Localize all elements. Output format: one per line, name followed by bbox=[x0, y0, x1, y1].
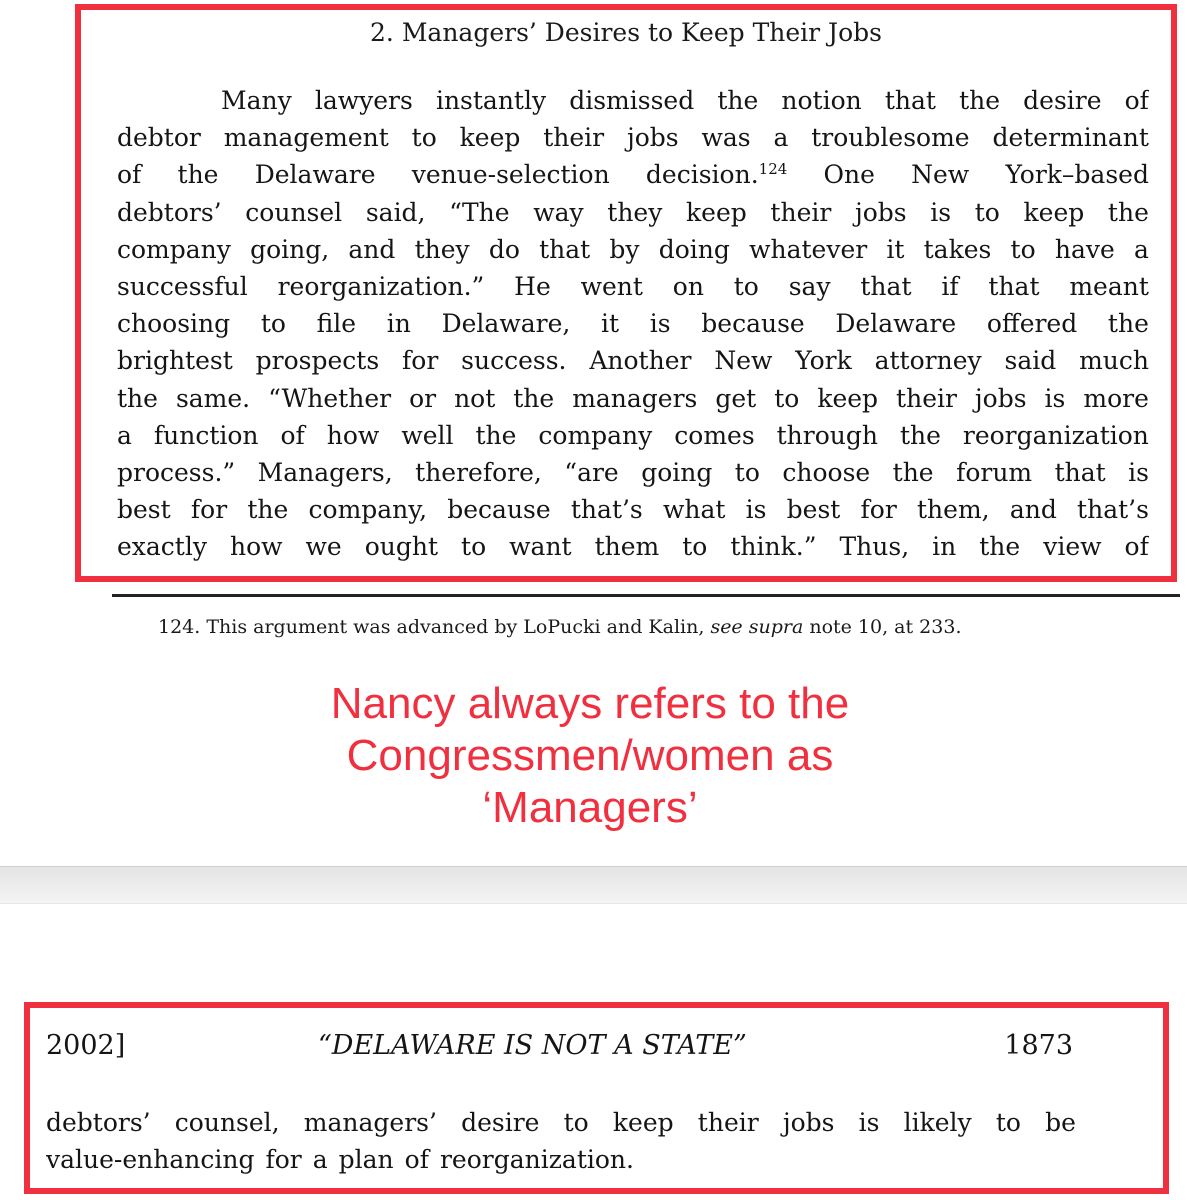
word: the bbox=[979, 532, 1021, 562]
word: we bbox=[305, 532, 342, 562]
text-line bbox=[117, 454, 1149, 491]
word: them bbox=[594, 532, 660, 562]
word: to bbox=[411, 123, 437, 153]
caption-line: ‘Managers’ bbox=[482, 783, 698, 832]
text-line bbox=[46, 1104, 1076, 1141]
footnote-number: 124. bbox=[158, 616, 201, 638]
word: Many bbox=[221, 86, 292, 115]
highlighted-excerpt-bottom bbox=[24, 1002, 1169, 1194]
word: more bbox=[1083, 383, 1149, 413]
word: venue-selection bbox=[411, 160, 610, 190]
word: think.” bbox=[730, 532, 817, 562]
word: jobs bbox=[782, 1108, 835, 1137]
word: keep bbox=[686, 197, 747, 227]
word: the bbox=[1107, 309, 1149, 339]
word: went bbox=[580, 271, 643, 301]
word: the bbox=[1107, 197, 1149, 227]
word: be bbox=[1045, 1108, 1076, 1137]
excerpt-paragraph bbox=[117, 82, 1149, 565]
text-line bbox=[117, 82, 1149, 119]
running-title: “DELAWARE IS NOT A STATE” bbox=[318, 1030, 747, 1061]
word: jobs bbox=[626, 123, 679, 153]
word: management bbox=[223, 123, 389, 153]
text-line bbox=[46, 1141, 1076, 1178]
word: therefore, bbox=[415, 457, 542, 487]
word: of bbox=[117, 160, 142, 190]
text-line bbox=[117, 528, 1149, 565]
word: plan bbox=[338, 1145, 394, 1175]
word: it bbox=[886, 234, 905, 264]
word: best bbox=[117, 495, 171, 525]
word: to bbox=[1010, 234, 1036, 264]
screenshot-divider bbox=[0, 866, 1187, 904]
word: reorganization. bbox=[439, 1145, 634, 1175]
excerpt-paragraph bbox=[46, 1104, 1076, 1178]
word: of bbox=[1124, 532, 1149, 562]
word: is bbox=[1044, 383, 1066, 413]
word: the bbox=[892, 457, 934, 487]
word: for bbox=[190, 495, 228, 525]
word-with-ref bbox=[646, 156, 787, 193]
word: same. bbox=[175, 383, 251, 413]
word: offered bbox=[986, 309, 1078, 339]
word: and bbox=[1009, 495, 1057, 525]
word: a bbox=[1133, 234, 1149, 264]
word: how bbox=[229, 532, 283, 562]
word: is bbox=[930, 197, 952, 227]
word: successful bbox=[117, 271, 248, 301]
word: One bbox=[823, 160, 875, 190]
word: the bbox=[959, 86, 1001, 115]
word: desire bbox=[1023, 86, 1102, 115]
word: that bbox=[884, 86, 936, 115]
word: value-enhancing bbox=[46, 1145, 255, 1175]
word: lawyers bbox=[314, 86, 413, 115]
word: York–based bbox=[1005, 160, 1149, 190]
word: Delaware, bbox=[441, 309, 571, 339]
word: for bbox=[265, 1145, 302, 1175]
word: to bbox=[774, 383, 800, 413]
word: want bbox=[509, 532, 572, 562]
word: or bbox=[409, 383, 437, 413]
annotation-caption bbox=[300, 678, 880, 834]
word: the bbox=[717, 86, 759, 115]
word: their bbox=[770, 197, 832, 227]
footnote-cite: note 10, at 233. bbox=[809, 616, 962, 638]
word: the bbox=[899, 420, 941, 450]
word: company bbox=[538, 420, 653, 450]
word: way bbox=[533, 197, 584, 227]
word: said, bbox=[365, 197, 426, 227]
word: to bbox=[461, 532, 487, 562]
word: keep bbox=[1023, 197, 1085, 227]
footnote-rule bbox=[112, 594, 1180, 597]
text-line bbox=[117, 119, 1149, 156]
word: managers bbox=[572, 383, 698, 413]
caption-line: Nancy always refers to the bbox=[330, 679, 850, 728]
word: for bbox=[860, 495, 897, 525]
word: instantly bbox=[435, 86, 547, 115]
text-line bbox=[117, 342, 1149, 379]
word: and bbox=[348, 234, 396, 264]
word: counsel bbox=[245, 197, 343, 227]
word: troublesome bbox=[811, 123, 970, 153]
word: well bbox=[401, 420, 454, 450]
word: have bbox=[1054, 234, 1115, 264]
word: York bbox=[795, 346, 852, 376]
text-line bbox=[117, 380, 1149, 417]
word: choose bbox=[782, 457, 871, 487]
word: in bbox=[386, 309, 411, 339]
word: to bbox=[734, 457, 760, 487]
word: reorganization.” bbox=[277, 271, 485, 301]
word: that bbox=[988, 271, 1040, 301]
word: is bbox=[1128, 457, 1149, 487]
page-label: 2002] bbox=[46, 1030, 126, 1061]
word: success. bbox=[461, 346, 567, 376]
word: a bbox=[312, 1145, 328, 1175]
word: of bbox=[280, 420, 305, 450]
word: is bbox=[745, 495, 767, 525]
word: by bbox=[609, 234, 640, 264]
word: them, bbox=[917, 495, 990, 525]
word: company, bbox=[308, 495, 428, 525]
word: He bbox=[514, 271, 551, 301]
caption-line: Congressmen/women as bbox=[346, 731, 834, 780]
word: that’s bbox=[570, 495, 643, 525]
word: of bbox=[1124, 86, 1149, 115]
word: to bbox=[995, 1108, 1021, 1137]
footnote bbox=[158, 614, 962, 640]
word: much bbox=[1079, 346, 1149, 376]
word: to bbox=[563, 1108, 589, 1137]
word: is bbox=[858, 1108, 880, 1137]
word: say bbox=[788, 271, 831, 301]
text-line bbox=[117, 194, 1149, 231]
word: to bbox=[733, 271, 759, 301]
word: comes bbox=[674, 420, 755, 450]
word: through bbox=[776, 420, 878, 450]
footnote-text: This argument was advanced by LoPucki and Kalin, bbox=[206, 616, 705, 638]
text-line bbox=[117, 417, 1149, 454]
word: Delaware bbox=[835, 309, 957, 339]
word: managers’ bbox=[303, 1108, 437, 1137]
word: forum bbox=[956, 457, 1033, 487]
word: Delaware bbox=[254, 160, 376, 190]
word: Thus, bbox=[839, 532, 910, 562]
word: debtors’ bbox=[46, 1108, 151, 1137]
word: to bbox=[682, 532, 708, 562]
word: on bbox=[672, 271, 704, 301]
word: the bbox=[117, 383, 158, 413]
text-line bbox=[117, 156, 1149, 193]
word: keep bbox=[817, 383, 879, 413]
word: Managers, bbox=[257, 457, 393, 487]
word: the bbox=[475, 420, 517, 450]
word: “Whether bbox=[268, 383, 392, 413]
word: because bbox=[701, 309, 805, 339]
word: the bbox=[177, 160, 219, 190]
word: a bbox=[773, 123, 789, 153]
word: meant bbox=[1069, 271, 1149, 301]
word: debtors’ bbox=[117, 197, 222, 227]
word: prospects bbox=[255, 346, 380, 376]
word: best bbox=[786, 495, 841, 525]
word: process.” bbox=[117, 457, 236, 487]
word: file bbox=[316, 309, 357, 339]
word: going bbox=[641, 457, 713, 487]
word: reorganization bbox=[962, 420, 1149, 450]
word: they bbox=[607, 197, 663, 227]
word: if bbox=[941, 271, 959, 301]
word: because bbox=[447, 495, 551, 525]
word: brightest bbox=[117, 346, 233, 376]
word: takes bbox=[923, 234, 992, 264]
text-line bbox=[117, 231, 1149, 268]
word: jobs bbox=[974, 383, 1027, 413]
word: their bbox=[896, 383, 957, 413]
word: Another bbox=[589, 346, 692, 376]
word: whatever bbox=[749, 234, 868, 264]
word: it bbox=[601, 309, 620, 339]
word: do bbox=[488, 234, 520, 264]
word: likely bbox=[903, 1108, 972, 1137]
word: in bbox=[932, 532, 957, 562]
word: jobs bbox=[854, 197, 907, 227]
word: they bbox=[414, 234, 470, 264]
word: New bbox=[911, 160, 970, 190]
word: the bbox=[247, 495, 289, 525]
word: the bbox=[513, 383, 555, 413]
section-heading: 2. Managers’ Desires to Keep Their Jobs bbox=[370, 18, 882, 47]
word: determinant bbox=[992, 123, 1149, 153]
word: for bbox=[402, 346, 439, 376]
word: that’s bbox=[1077, 495, 1149, 525]
word: debtor bbox=[117, 123, 201, 153]
footnote-ref: 124 bbox=[758, 160, 788, 179]
word: get bbox=[715, 383, 757, 413]
word: ought bbox=[364, 532, 439, 562]
word: how bbox=[326, 420, 380, 450]
word: company bbox=[117, 234, 231, 264]
word: keep bbox=[612, 1108, 674, 1137]
word: to bbox=[260, 309, 286, 339]
highlighted-excerpt-top bbox=[75, 4, 1177, 582]
word: that bbox=[1054, 457, 1106, 487]
word: their bbox=[697, 1108, 759, 1137]
word: attorney bbox=[874, 346, 982, 376]
word: was bbox=[701, 123, 751, 153]
text-line bbox=[117, 268, 1149, 305]
footnote-signal: see supra bbox=[710, 616, 804, 638]
text-line bbox=[117, 305, 1149, 342]
page-number: 1873 bbox=[1004, 1030, 1073, 1061]
word: a bbox=[117, 420, 132, 450]
word: exactly bbox=[117, 532, 207, 562]
word: that bbox=[539, 234, 591, 264]
word: “are bbox=[564, 457, 619, 487]
word: said bbox=[1004, 346, 1057, 376]
text-line bbox=[117, 491, 1149, 528]
word: counsel, bbox=[174, 1108, 280, 1137]
word: view bbox=[1043, 532, 1102, 562]
word: “The bbox=[449, 197, 510, 227]
word: decision. bbox=[645, 160, 759, 190]
word: dismissed bbox=[569, 86, 695, 115]
word: not bbox=[454, 383, 496, 413]
word: function bbox=[153, 420, 259, 450]
word: of bbox=[404, 1145, 429, 1175]
word: desire bbox=[461, 1108, 540, 1137]
word: notion bbox=[781, 86, 862, 115]
word: doing bbox=[658, 234, 730, 264]
word: their bbox=[543, 123, 605, 153]
word: New bbox=[714, 346, 773, 376]
word: going, bbox=[250, 234, 330, 264]
word: what bbox=[662, 495, 726, 525]
word: keep bbox=[459, 123, 521, 153]
word: is bbox=[649, 309, 671, 339]
word: to bbox=[974, 197, 1000, 227]
word: that bbox=[860, 271, 912, 301]
word: choosing bbox=[117, 309, 231, 339]
